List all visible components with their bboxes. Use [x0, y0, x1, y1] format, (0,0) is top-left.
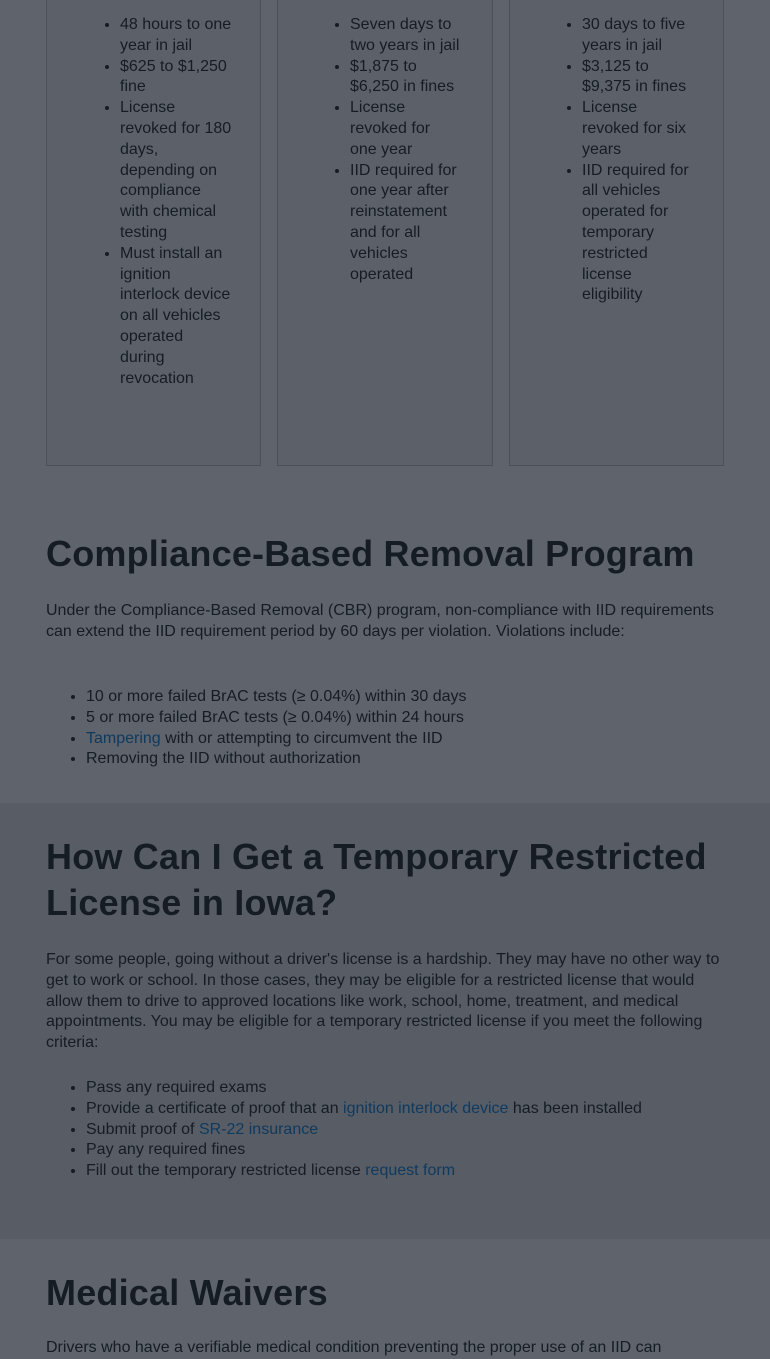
cbr-violations-list: [86, 687, 726, 770]
list-item: • Submit proof of SR-22 insurance: [86, 1120, 726, 1141]
penalty-list: [120, 15, 232, 389]
sr22-insurance-link[interactable]: SR-22 insurance: [198, 1120, 319, 1138]
list-item: • 48 hours to one year in jail: [120, 15, 232, 57]
penalty-list: [582, 15, 694, 306]
trl-criteria-list: [86, 1078, 726, 1182]
list-item: • Seven days to two years in jail: [350, 15, 460, 57]
list-item: • 30 days to five years in jail: [582, 15, 694, 57]
list-item: • $1,875 to $6,250 in fines: [350, 57, 460, 99]
trl-heading: How Can I Get a Temporary Restricted License in Iowa?: [46, 836, 707, 923]
cbr-intro: Under the Compliance-Based Removal (CBR) program, non-compliance with IID requirements can extend the IID requirement period by 60 days per violation. Violations include:: [46, 602, 714, 640]
list-item: • Must install an ignition interlock device on all vehicles operated during revocation: [120, 244, 232, 390]
trl-intro: For some people, going without a driver's license is a hardship. They may have no other way to get to work or school. In those cases, they may be eligible for a restricted license that would allow them to drive to approved locations like work, school, home, treatment, and medical appointments. You may be eligible for a temporary restricted license if you meet the following criteria:: [46, 951, 720, 1052]
list-item: • Fill out the temporary restricted license request form: [86, 1161, 726, 1182]
list-item: • Pay any required fines: [86, 1140, 726, 1161]
penalty-card-third-offense: [509, 0, 724, 466]
request-form-link[interactable]: request form: [365, 1162, 456, 1180]
list-item: • License revoked for 180 days, depending on compliance with chemical testing: [120, 98, 232, 244]
list-item: • License revoked for one year: [350, 98, 460, 160]
list-item: • IID required for all vehicles operated for temporary restricted license eligibility: [582, 161, 694, 307]
list-item: • $625 to $1,250 fine: [120, 57, 232, 99]
medical-heading: Medical Waivers: [46, 1272, 328, 1313]
list-item: • 5 or more failed BrAC tests (≥ 0.04%) within 24 hours: [86, 708, 726, 729]
ignition-interlock-link[interactable]: ignition interlock device: [343, 1099, 509, 1117]
penalty-card-first-offense: [46, 0, 261, 466]
tampering-link[interactable]: Tampering: [86, 729, 161, 747]
list-item: • 10 or more failed BrAC tests (≥ 0.04%) within 30 days: [86, 687, 726, 708]
list-item: • Removing the IID without authorization: [86, 749, 726, 770]
penalty-card-second-offense: [277, 0, 493, 466]
penalty-list: [350, 15, 460, 285]
list-item: • Pass any required exams: [86, 1078, 726, 1099]
list-item: • IID required for one year after reinstatement and for all vehicles operated: [350, 161, 460, 286]
list-item: • $3,125 to $9,375 in fines: [582, 57, 694, 99]
list-item: • License revoked for six years: [582, 98, 694, 160]
medical-intro: Drivers who have a verifiable medical condition preventing the proper use of an IID can: [46, 1339, 662, 1356]
list-item: • Provide a certificate of proof that an ignition interlock device has been installed: [86, 1099, 726, 1120]
cbr-heading: Compliance-Based Removal Program: [46, 533, 695, 574]
list-item: • Tampering with or attempting to circumvent the IID: [86, 729, 726, 750]
